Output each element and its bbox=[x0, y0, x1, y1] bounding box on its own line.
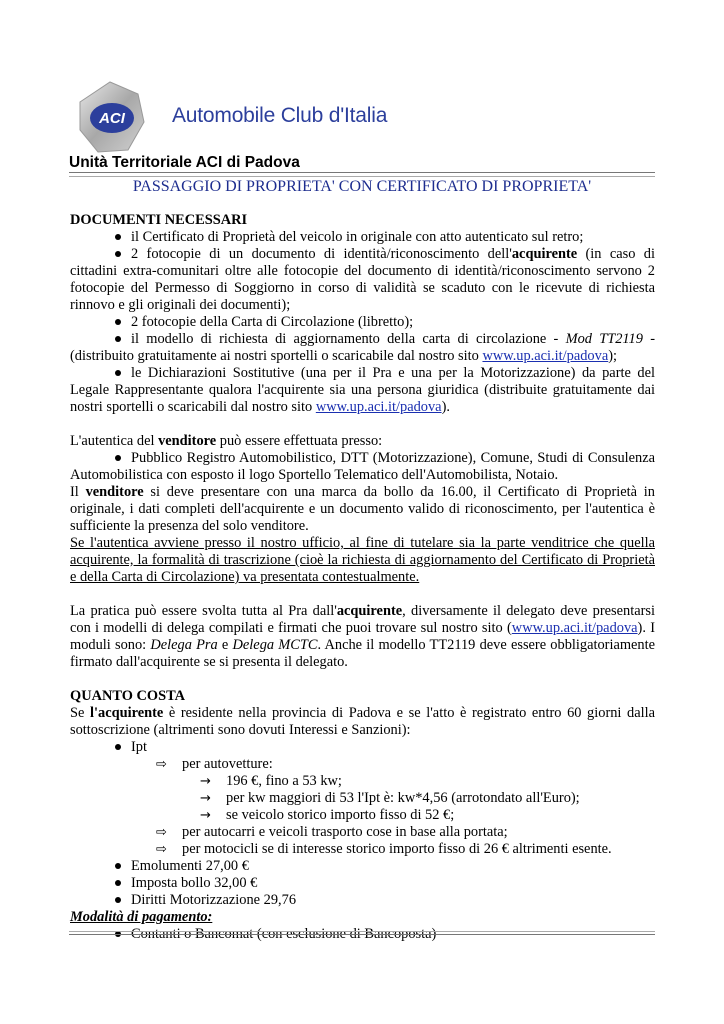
footer-rule bbox=[69, 931, 655, 932]
emolumenti-item: Emolumenti 27,00 € bbox=[70, 858, 655, 875]
diritti-item: Diritti Motorizzazione 29,76 bbox=[70, 892, 655, 909]
bullet-dot-icon bbox=[115, 863, 121, 869]
auto-rate-3: → se veicolo storico importo fisso di 52 €; bbox=[200, 807, 455, 823]
doc-item-3: 2 fotocopie della Carta di Circolazione (libretto); bbox=[70, 314, 655, 331]
auto-rate-1: → 196 €, fino a 53 kw; bbox=[200, 773, 342, 789]
bullet-dot-icon bbox=[115, 744, 121, 750]
venditore-paragraph: Il venditore si deve presentare con una marca da bollo da 16.00, il Certificato di Proprietà in originale, i dati completi dell'acquirente e un documento valido di riconoscimento, per l'autentica è sufficiente la presenza del solo venditore. bbox=[70, 484, 656, 534]
site-link[interactable]: www.up.aci.it/padova bbox=[482, 348, 609, 364]
autentica-intro: L'autentica del venditore può essere effettuata presso: bbox=[70, 433, 383, 449]
bullet-dot-icon bbox=[115, 251, 121, 257]
ufficio-note: Se l'autentica avviene presso il nostro ufficio, al fine di tutelare sia la parte venditrice che quella acquirente, la formalità di trascrizione (cioè la richiesta di aggiornamento del Certificato di Proprietà e della Carta di Circolazione) va presentata contestualmente. bbox=[70, 535, 655, 585]
cost-list bbox=[70, 739, 655, 909]
hollow-arrow-right-icon: ⇨ bbox=[156, 757, 167, 772]
bullet-dot-icon bbox=[115, 897, 121, 903]
doc-item-2: 2 fotocopie di un documento di identità/riconoscimento dell'acquirente (in caso di cittadini extra-comunitari oltre alle fotocopie del documento di identità/riconoscimento servono 2 fotocopie del Permesso di Soggiorno in corso di validità se scaduto con le ricevute di richiesta rinnovo e gli originali dei documenti); bbox=[70, 246, 655, 313]
header-rule bbox=[69, 172, 655, 173]
bullet-dot-icon bbox=[115, 336, 121, 342]
autovetture-item: ⇨ per autovetture: bbox=[156, 756, 273, 772]
document-body bbox=[70, 212, 655, 943]
arrow-right-icon: → bbox=[200, 791, 211, 806]
costo-heading: QUANTO COSTA bbox=[70, 688, 186, 704]
auto-rate-2: → per kw maggiori di 53 l'Ipt è: kw*4,56 (arrotondato all'Euro); bbox=[200, 790, 580, 806]
bullet-dot-icon bbox=[115, 234, 121, 240]
doc-item-5: le Dichiarazioni Sostitutive (una per il Pra e una per la Motorizzazione) da parte del Legale Rappresentante qualora l'acquirente sia una persona giuridica (distribuite gratuitamente dai nostri sportelli o scaricabili dal nostro sito www.up.aci.it/padova). bbox=[70, 365, 655, 415]
motocicli-item: ⇨ per motocicli se di interesse storico importo fisso di 26 € altrimenti esente. bbox=[156, 841, 612, 857]
pagamento-item: Contanti o Bancomat (con esclusione di Bancoposta) bbox=[70, 926, 655, 943]
header-rule-2 bbox=[69, 176, 655, 177]
doc-item-4: il modello di richiesta di aggiornamento della carta di circolazione - Mod TT2119 - (distribuito gratuitamente ai nostri sportelli o scaricabile dal nostro sito www.up.aci.it/padova); bbox=[70, 331, 655, 364]
costo-paragraph: Se l'acquirente è residente nella provincia di Padova e se l'atto è registrato entro 60 giorni dalla sottoscrizione (altrimenti sono dovuti Interessi e Sanzioni): bbox=[70, 705, 655, 738]
autentica-item: Pubblico Registro Automobilistico, DTT (Motorizzazione), Comune, Studi di Consulenza Automobilistica con esposto il logo Sportello Telematico dell'Automobilista, Notaio. bbox=[70, 450, 655, 483]
bullet-dot-icon bbox=[115, 880, 121, 886]
pagamento-heading: Modalità di pagamento: bbox=[70, 909, 213, 925]
autocarri-item: ⇨ per autocarri e veicoli trasporto cose in base alla portata; bbox=[156, 824, 508, 840]
document-title: PASSAGGIO DI PROPRIETA' CON CERTIFICATO DI PROPRIETA' bbox=[132, 178, 592, 195]
pratica-paragraph: La pratica può essere svolta tutta al Pra dall'acquirente, diversamente il delegato deve presentarsi con i modelli di delega compilati e firmati che puoi trovare sul nostro sito (www.up.aci.it/padova). I moduli sono: Delega Pra e Delega MCTC. Anche il modello TT2119 deve essere obbligatoriamente firmato dall'acquirente se si presenta il delegato. bbox=[70, 603, 656, 670]
bullet-dot-icon bbox=[115, 455, 121, 461]
arrow-right-icon: → bbox=[200, 774, 211, 789]
bullet-dot-icon bbox=[115, 319, 121, 325]
footer-rule-2 bbox=[69, 934, 655, 935]
unit-title: Unità Territoriale ACI di Padova bbox=[69, 154, 300, 171]
bullet-dot-icon bbox=[115, 370, 121, 376]
doc-item-1: il Certificato di Proprietà del veicolo in originale con atto autenticato sul retro; bbox=[70, 229, 655, 246]
logo-badge-text: ACI bbox=[99, 110, 125, 127]
bollo-item: Imposta bollo 32,00 € bbox=[70, 875, 655, 892]
site-link[interactable]: www.up.aci.it/padova bbox=[511, 620, 638, 636]
site-link[interactable]: www.up.aci.it/padova bbox=[315, 399, 442, 415]
documenti-heading: DOCUMENTI NECESSARI bbox=[70, 212, 248, 228]
logo-text: Automobile Club d'Italia bbox=[172, 104, 388, 127]
ipt-item: Ipt bbox=[70, 739, 655, 756]
hollow-arrow-right-icon: ⇨ bbox=[156, 842, 167, 857]
hollow-arrow-right-icon: ⇨ bbox=[156, 825, 167, 840]
arrow-right-icon: → bbox=[200, 808, 211, 823]
